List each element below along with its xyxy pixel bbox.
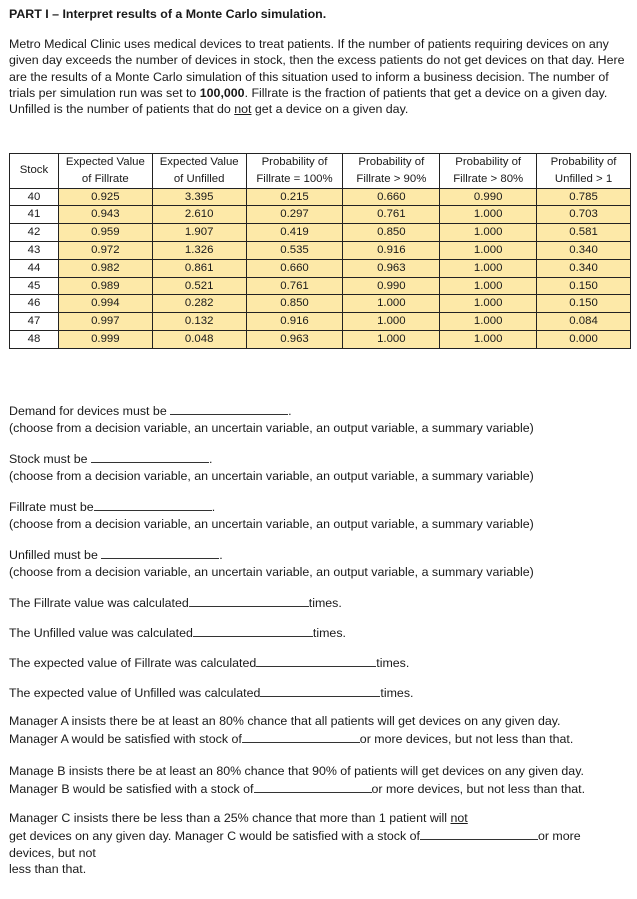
header-prob-fill-80: Probability of Fillrate > 80% bbox=[440, 154, 537, 189]
value-cell: 0.916 bbox=[343, 241, 440, 259]
value-cell: 1.000 bbox=[440, 313, 537, 331]
table-body bbox=[10, 188, 631, 348]
value-cell: 0.916 bbox=[246, 313, 343, 331]
stock-cell: 44 bbox=[10, 259, 59, 277]
table-row bbox=[10, 313, 631, 331]
manager-b-requirement: Manage B insists there be at least an 80% chance that 90% of patients will get devices on any given day. bbox=[9, 764, 584, 778]
value-cell: 0.990 bbox=[343, 277, 440, 295]
question-stock: Stock must be . bbox=[9, 452, 213, 466]
stock-cell: 47 bbox=[10, 313, 59, 331]
value-cell: 0.084 bbox=[537, 313, 631, 331]
value-cell: 0.761 bbox=[246, 277, 343, 295]
intro-text-2: . Fillrate is the fraction of patients that get a device on a given day. Unfilled is the number of patients that do bbox=[9, 85, 608, 117]
header-prob-fill-100: Probability of Fillrate = 100% bbox=[246, 154, 343, 189]
table-row bbox=[10, 295, 631, 313]
table-row bbox=[10, 241, 631, 259]
unfilled-answer-blank[interactable] bbox=[101, 546, 219, 559]
value-cell: 0.419 bbox=[246, 224, 343, 242]
choose-hint-3: (choose from a decision variable, an uncertain variable, an output variable, a summary variable) bbox=[9, 517, 534, 531]
value-cell: 0.282 bbox=[152, 295, 246, 313]
manager-c-blank[interactable] bbox=[420, 827, 538, 840]
manager-c-requirement: Manager C insists there be less than a 25% chance that more than 1 patient will not bbox=[9, 811, 468, 825]
question-demand: Demand for devices must be . bbox=[9, 404, 292, 418]
ev-unfilled-calc-blank[interactable] bbox=[260, 684, 380, 697]
value-cell: 0.150 bbox=[537, 295, 631, 313]
value-cell: 0.963 bbox=[246, 330, 343, 348]
value-cell: 1.000 bbox=[343, 313, 440, 331]
stock-answer-blank[interactable] bbox=[91, 450, 209, 463]
value-cell: 0.215 bbox=[246, 188, 343, 206]
manager-c-tail: less than that. bbox=[9, 862, 87, 877]
ev-fill-calc-blank[interactable] bbox=[256, 654, 376, 667]
demand-answer-blank[interactable] bbox=[170, 402, 288, 415]
intro-paragraph bbox=[9, 36, 629, 117]
value-cell: 0.660 bbox=[343, 188, 440, 206]
value-cell: 2.610 bbox=[152, 206, 246, 224]
value-cell: 0.000 bbox=[537, 330, 631, 348]
header-ev-unfilled: Expected Value of Unfilled bbox=[152, 154, 246, 189]
value-cell: 1.000 bbox=[440, 206, 537, 224]
choose-hint-4: (choose from a decision variable, an uncertain variable, an output variable, a summary variable) bbox=[9, 565, 534, 579]
question-ev-fill-calc: The expected value of Fillrate was calculated times. bbox=[9, 656, 410, 670]
value-cell: 1.000 bbox=[440, 277, 537, 295]
trials-count: 100,000 bbox=[199, 85, 245, 100]
value-cell: 0.990 bbox=[440, 188, 537, 206]
value-cell: 1.000 bbox=[440, 295, 537, 313]
value-cell: 1.000 bbox=[440, 241, 537, 259]
header-stock: Stock bbox=[10, 154, 59, 189]
value-cell: 0.048 bbox=[152, 330, 246, 348]
value-cell: 0.999 bbox=[58, 330, 152, 348]
stock-cell: 48 bbox=[10, 330, 59, 348]
stock-cell: 41 bbox=[10, 206, 59, 224]
value-cell: 0.925 bbox=[58, 188, 152, 206]
manager-c-block bbox=[9, 810, 629, 878]
stock-cell: 42 bbox=[10, 224, 59, 242]
value-cell: 1.326 bbox=[152, 241, 246, 259]
value-cell: 0.340 bbox=[537, 259, 631, 277]
manager-a-answer-line: Manager A would be satisfied with stock of or more devices, but not less than that. bbox=[9, 731, 574, 746]
fillrate-answer-blank[interactable] bbox=[94, 498, 212, 511]
value-cell: 0.850 bbox=[343, 224, 440, 242]
value-cell: 3.395 bbox=[152, 188, 246, 206]
value-cell: 0.994 bbox=[58, 295, 152, 313]
value-cell: 0.132 bbox=[152, 313, 246, 331]
part-title: PART I – Interpret results of a Monte Carlo simulation. bbox=[9, 7, 327, 21]
simulation-results-table bbox=[9, 153, 631, 349]
value-cell: 0.963 bbox=[343, 259, 440, 277]
unfilled-calc-blank[interactable] bbox=[193, 624, 313, 637]
value-cell: 1.000 bbox=[343, 330, 440, 348]
value-cell: 0.150 bbox=[537, 277, 631, 295]
value-cell: 0.861 bbox=[152, 259, 246, 277]
value-cell: 0.959 bbox=[58, 224, 152, 242]
table-row bbox=[10, 206, 631, 224]
header-prob-unfilled-1: Probability of Unfilled > 1 bbox=[537, 154, 631, 189]
table-row bbox=[10, 277, 631, 295]
value-cell: 0.297 bbox=[246, 206, 343, 224]
table-row bbox=[10, 259, 631, 277]
intro-text-1: Metro Medical Clinic uses medical devices to treat patients. If the number of patients requiring devices on any given day exceeds the number of devices in stock, then the excess patients do not get devices on that day. Here are the results of a Monte Carlo simulation of this situation used to inform a business decision. The number of trials per simulation run was set to bbox=[9, 37, 625, 100]
manager-b-blank[interactable] bbox=[254, 780, 372, 793]
stock-cell: 46 bbox=[10, 295, 59, 313]
manager-a-blank[interactable] bbox=[242, 730, 360, 743]
value-cell: 0.521 bbox=[152, 277, 246, 295]
value-cell: 0.581 bbox=[537, 224, 631, 242]
value-cell: 1.907 bbox=[152, 224, 246, 242]
choose-hint-1: (choose from a decision variable, an uncertain variable, an output variable, a summary variable) bbox=[9, 421, 534, 435]
intro-text-3: get a device on a given day. bbox=[251, 102, 409, 117]
manager-b-block bbox=[9, 763, 629, 798]
value-cell: 0.997 bbox=[58, 313, 152, 331]
stock-cell: 45 bbox=[10, 277, 59, 295]
value-cell: 1.000 bbox=[440, 259, 537, 277]
value-cell: 0.703 bbox=[537, 206, 631, 224]
manager-a-requirement: Manager A insists there be at least an 80% chance that all patients will get devices on any given day. bbox=[9, 714, 561, 728]
value-cell: 0.785 bbox=[537, 188, 631, 206]
table-row bbox=[10, 224, 631, 242]
stock-cell: 40 bbox=[10, 188, 59, 206]
manager-a-block bbox=[9, 713, 629, 748]
header-prob-fill-90: Probability of Fillrate > 90% bbox=[343, 154, 440, 189]
intro-not: not bbox=[234, 102, 252, 117]
value-cell: 0.340 bbox=[537, 241, 631, 259]
value-cell: 0.761 bbox=[343, 206, 440, 224]
value-cell: 1.000 bbox=[440, 330, 537, 348]
value-cell: 0.989 bbox=[58, 277, 152, 295]
question-fill-calc: The Fillrate value was calculated times. bbox=[9, 596, 342, 610]
question-unfilled: Unfilled must be . bbox=[9, 548, 223, 562]
value-cell: 0.982 bbox=[58, 259, 152, 277]
value-cell: 0.972 bbox=[58, 241, 152, 259]
value-cell: 1.000 bbox=[343, 295, 440, 313]
value-cell: 1.000 bbox=[440, 224, 537, 242]
fill-calc-blank[interactable] bbox=[189, 594, 309, 607]
question-unfilled-calc: The Unfilled value was calculated times. bbox=[9, 626, 346, 640]
header-ev-fillrate: Expected Value of Fillrate bbox=[58, 154, 152, 189]
stock-cell: 43 bbox=[10, 241, 59, 259]
table-header-row bbox=[10, 154, 631, 189]
value-cell: 0.535 bbox=[246, 241, 343, 259]
value-cell: 0.660 bbox=[246, 259, 343, 277]
value-cell: 0.943 bbox=[58, 206, 152, 224]
manager-c-answer-line: get devices on any given day. Manager C would be satisfied with a stock of or more devices, but not bbox=[9, 828, 581, 860]
choose-hint-2: (choose from a decision variable, an uncertain variable, an output variable, a summary variable) bbox=[9, 469, 534, 483]
table-row bbox=[10, 188, 631, 206]
manager-b-answer-line: Manager B would be satisfied with a stock of or more devices, but not less than that. bbox=[9, 781, 586, 796]
question-ev-unfilled-calc: The expected value of Unfilled was calculated times. bbox=[9, 686, 414, 700]
question-fillrate: Fillrate must be . bbox=[9, 500, 216, 514]
value-cell: 0.850 bbox=[246, 295, 343, 313]
table-row bbox=[10, 330, 631, 348]
